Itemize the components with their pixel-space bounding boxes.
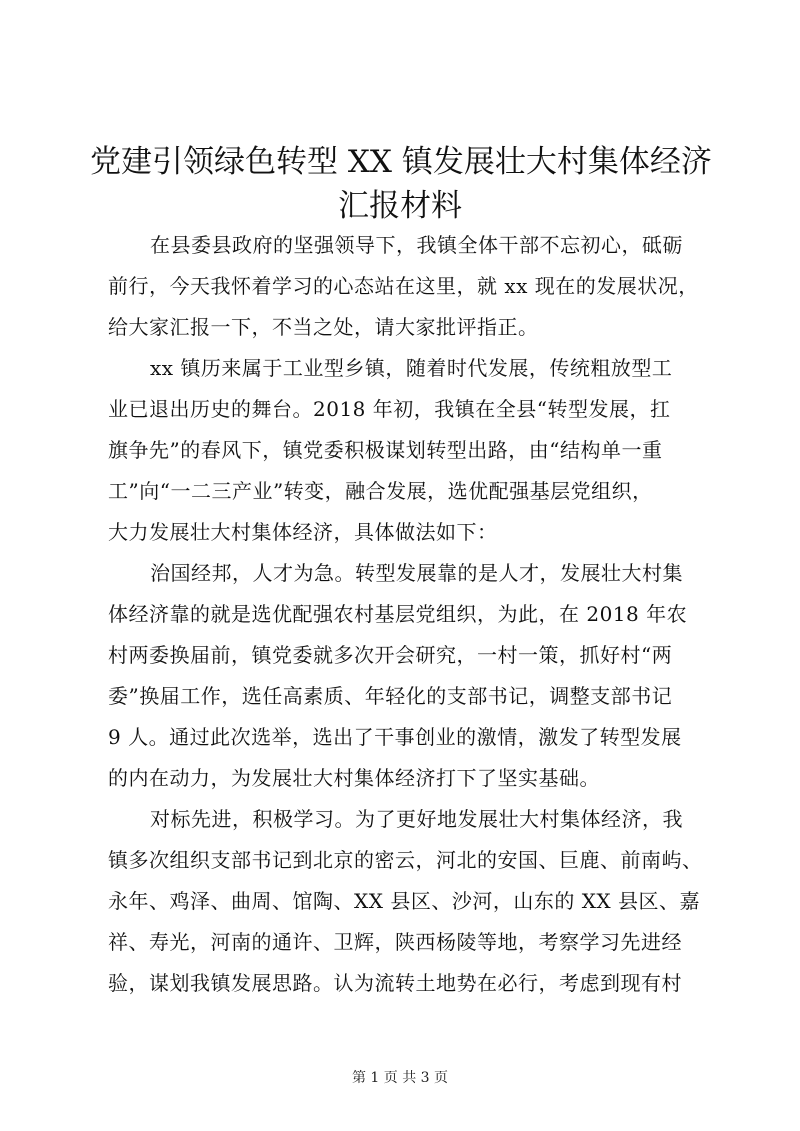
paragraph (108, 225, 708, 348)
document-body (108, 225, 708, 1004)
text-line: 大力发展壮大村集体经济，具体做法如下： (108, 520, 498, 544)
title-line: 汇报材料 (338, 188, 462, 224)
text-line: 在县委县政府的坚强领导下，我镇全体干部不忘初心，砥砺 (150, 233, 683, 257)
text-line: 验，谋划我镇发展思路。认为流转土地势在必行，考虑到现有村 (108, 971, 682, 995)
text-line: 对标先进，积极学习。为了更好地发展壮大村集体经济，我 (150, 807, 683, 831)
paragraph (108, 553, 708, 799)
text-line: 前行，今天我怀着学习的心态站在这里，就 xx 现在的发展状况， (108, 274, 699, 298)
text-line: 治国经邦，人才为急。转型发展靠的是人才，发展壮大村集 (150, 561, 683, 585)
text-line: xx 镇历来属于工业型乡镇，随着时代发展，传统粗放型工 (150, 356, 673, 380)
text-line: 给大家汇报一下，不当之处，请大家批评指正。 (108, 315, 539, 339)
text-line: 的内在动力，为发展壮大村集体经济打下了坚实基础。 (108, 766, 600, 790)
text-line: 祥、寿光，河南的通许、卫辉，陕西杨陵等地，考察学习先进经 (108, 930, 682, 954)
text-line: 村两委换届前，镇党委就多次开会研究，一村一策，抓好村“两 (108, 643, 673, 667)
paragraph (108, 799, 708, 1004)
text-line: 体经济靠的就是选优配强农村基层党组织，为此，在 2018 年农 (108, 602, 688, 626)
document-title (90, 140, 710, 228)
title-line: 党建引领绿色转型 XX 镇发展壮大村集体经济 (90, 144, 712, 180)
text-line: 业已退出历史的舞台。2018 年初，我镇在全县“转型发展，扛 (108, 397, 671, 421)
paragraph (108, 348, 708, 553)
text-line: 9 人。通过此次选举，选出了干事创业的激情，激发了转型发展 (108, 725, 682, 749)
text-line: 委”换届工作，选任高素质、年轻化的支部书记，调整支部书记 (108, 684, 673, 708)
text-line: 镇多次组织支部书记到北京的密云，河北的安国、巨鹿、前南屿、 (108, 848, 703, 872)
page-footer: 第 1 页 共 3 页 (351, 1070, 449, 1086)
text-line: 永年、鸡泽、曲周、馆陶、XX 县区、沙河，山东的 XX 县区、嘉 (108, 889, 701, 913)
text-line: 旗争先”的春风下，镇党委积极谋划转型出路，由“结构单一重 (108, 438, 663, 462)
text-line: 工”向“一二三产业”转变，融合发展，选优配强基层党组织， (108, 479, 653, 503)
